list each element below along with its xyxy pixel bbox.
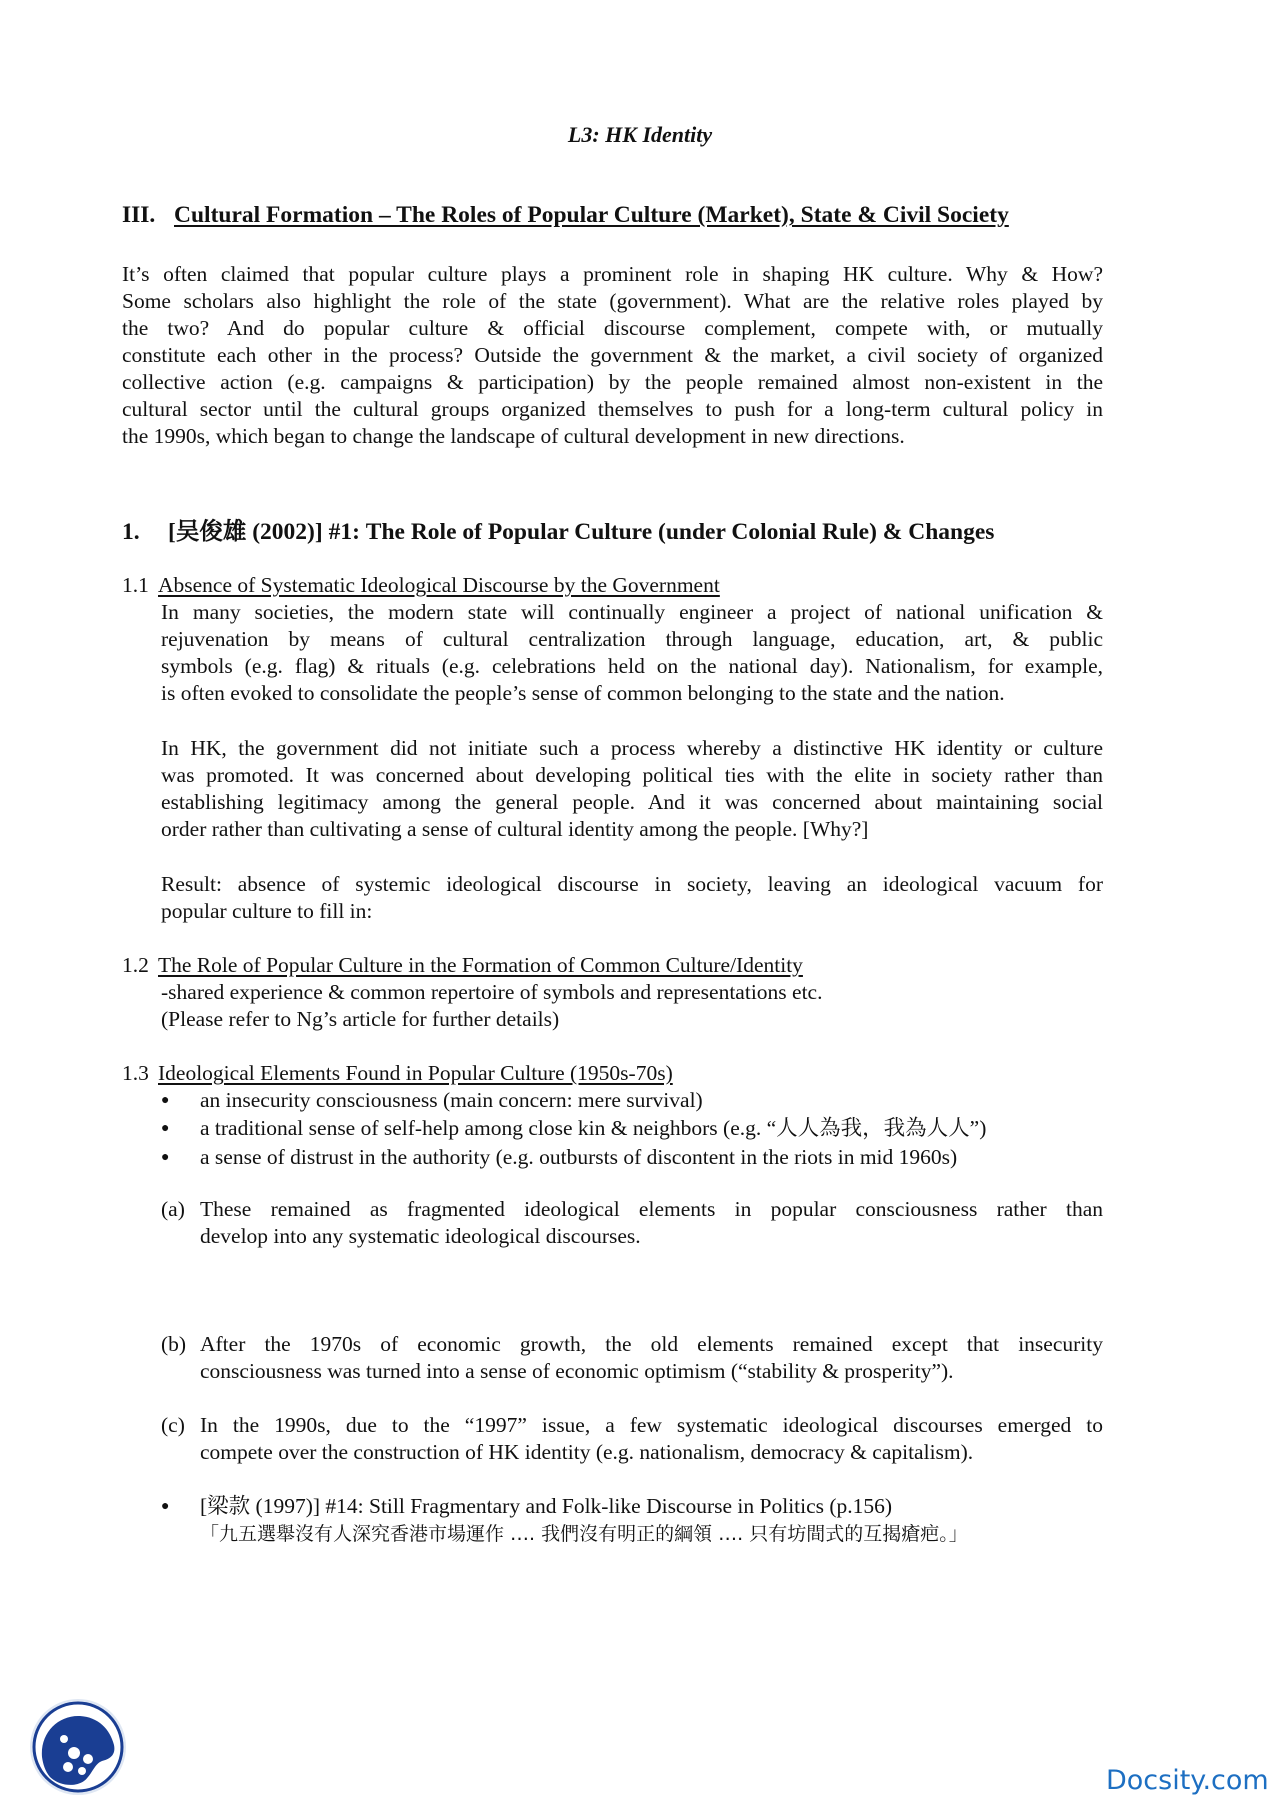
item-label: (a) — [161, 1197, 185, 1221]
bullet-list — [161, 1087, 986, 1171]
list-item — [161, 1144, 986, 1171]
paragraph — [161, 735, 1103, 843]
item-label: (b) — [161, 1332, 187, 1356]
list-item-text: an insecurity consciousness (main concern: mere survival) — [200, 1088, 703, 1112]
list-item — [161, 1115, 986, 1144]
paragraph-line: order rather than cultivating a sense of cultural identity among the people. [Why?] — [161, 817, 869, 841]
intro-paragraph — [122, 261, 1103, 450]
paragraph-line: These remained as fragmented ideological elements in popular consciousness rather than — [200, 1197, 1103, 1221]
list-item-text: a sense of distrust in the authority (e.g. outbursts of discontent in the riots in mid 1960s) — [200, 1145, 958, 1169]
bullet-icon: ● — [161, 1499, 170, 1514]
paragraph-line: is often evoked to consolidate the people’s sense of common belonging to the state and the nation. — [161, 681, 1005, 705]
item-label: (c) — [161, 1413, 185, 1437]
paragraph-line: the two? And do popular culture & official discourse complement, compete with, or mutually — [122, 316, 1103, 340]
paragraph-line: the 1990s, which began to change the landscape of cultural development in new directions. — [122, 424, 905, 448]
quote-line — [161, 1520, 968, 1548]
subsection-heading-1-3 — [122, 1060, 673, 1087]
bullet-icon: ● — [161, 1121, 170, 1136]
paragraph-line: popular culture to fill in: — [161, 899, 373, 923]
subsection-heading-1-1 — [122, 572, 720, 599]
paragraph-line: establishing legitimacy among the general people. And it was concerned about maintaining social — [161, 790, 1103, 814]
paragraph-line: was promoted. It was concerned about developing political ties with the elite in society rather than — [161, 763, 1103, 787]
section-title: Cultural Formation – The Roles of Popular Culture (Market), State & Civil Society — [174, 202, 1009, 228]
paragraph — [161, 599, 1103, 707]
docsity-logo-icon[interactable] — [20, 1697, 134, 1797]
paragraph-line: develop into any systematic ideological discourses. — [200, 1224, 641, 1248]
paragraph-line: cultural sector until the cultural groups organized themselves to push for a long-term cultural policy in — [122, 397, 1103, 421]
paragraph-line: collective action (e.g. campaigns & participation) by the people remained almost non-existent in the — [122, 370, 1103, 394]
docsity-brand-link[interactable]: Docsity.com — [1106, 1765, 1269, 1796]
list-item — [161, 1493, 968, 1520]
section-heading-iii — [122, 202, 1009, 229]
paragraph-line: constitute each other in the process? Outside the government & the market, a civil society of organized — [122, 343, 1103, 367]
lettered-item-a — [161, 1196, 1103, 1250]
paragraph-line: In the 1990s, due to the “1997” issue, a few systematic ideological discourses emerged to — [200, 1413, 1103, 1437]
lettered-item-b — [161, 1331, 1103, 1385]
paragraph — [161, 979, 1103, 1033]
lettered-item-c — [161, 1412, 1103, 1466]
bullet-icon: ● — [161, 1093, 170, 1108]
reference-citation: [梁款 (1997)] — [200, 1494, 321, 1518]
chinese-quote: 「九五選舉沒有人深究香港市場運作 …. 我們沒有明正的綱領 …. 只有坊間式的互揭瘡疤。」 — [200, 1523, 968, 1545]
logo-graphic — [20, 1697, 134, 1797]
paragraph-line: In HK, the government did not initiate such a process whereby a distinctive HK identity or culture — [161, 736, 1103, 760]
subsection-heading-1-2 — [122, 952, 803, 979]
section-title: #1: The Role of Popular Culture (under Colonial Rule) & Changes — [328, 519, 995, 545]
paragraph-line: After the 1970s of economic growth, the old elements remained except that insecurity — [200, 1332, 1103, 1356]
section-reference: [吴俊雄 (2002)] — [168, 519, 323, 545]
section-number: 1. — [122, 519, 140, 545]
page-title: L3: HK Identity — [567, 122, 713, 147]
paragraph-line: symbols (e.g. flag) & rituals (e.g. celebrations held on the national day). Nationalism, for example, — [161, 654, 1103, 678]
subsection-title: Absence of Systematic Ideological Discourse by the Government — [158, 573, 720, 597]
paragraph-line: (Please refer to Ng’s article for further details) — [161, 1007, 560, 1031]
paragraph-line: compete over the construction of HK identity (e.g. nationalism, democracy & capitalism). — [200, 1440, 974, 1464]
paragraph-line: -shared experience & common repertoire of symbols and representations etc. — [161, 980, 823, 1004]
paragraph-line: consciousness was turned into a sense of economic optimism (“stability & prosperity”). — [200, 1359, 954, 1383]
reference-bullet — [161, 1493, 968, 1548]
paragraph-line: In many societies, the modern state will continually engineer a project of national unification & — [161, 600, 1103, 624]
paragraph-line: It’s often claimed that popular culture plays a prominent role in shaping HK culture. Why & How? — [122, 262, 1103, 286]
section-heading-1 — [122, 512, 994, 546]
subsection-number: 1.2 — [122, 953, 149, 977]
section-number: III. — [122, 202, 156, 228]
paragraph — [161, 871, 1103, 925]
subsection-title: Ideological Elements Found in Popular Culture (1950s-70s) — [158, 1061, 673, 1085]
paragraph-line: Result: absence of systemic ideological discourse in society, leaving an ideological vacuum for — [161, 872, 1103, 896]
list-item-text: #14: Still Fragmentary and Folk-like Discourse in Politics (p.156) — [325, 1494, 893, 1518]
list-item — [161, 1087, 986, 1115]
paragraph-line: rejuvenation by means of cultural centralization through language, education, art, & public — [161, 627, 1103, 651]
subsection-title: The Role of Popular Culture in the Formation of Common Culture/Identity — [158, 953, 803, 977]
bullet-icon: ● — [161, 1150, 170, 1165]
paragraph-line: Some scholars also highlight the role of the state (government). What are the relative roles played by — [122, 289, 1103, 313]
subsection-number: 1.1 — [122, 573, 149, 597]
subsection-number: 1.3 — [122, 1061, 149, 1085]
list-item-text: a traditional sense of self-help among close kin & neighbors (e.g. “人人為我，我為人人”) — [200, 1116, 987, 1140]
